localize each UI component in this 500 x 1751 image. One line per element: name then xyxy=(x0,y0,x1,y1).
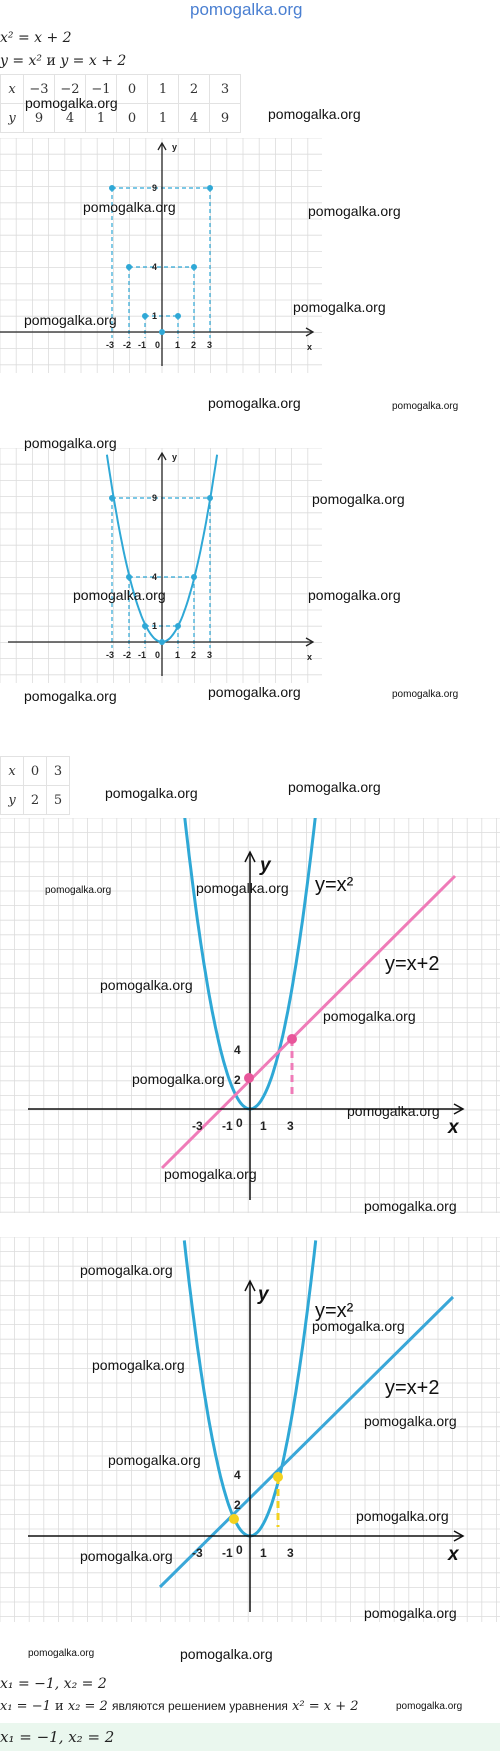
watermark: pomogalka.org xyxy=(288,779,381,795)
table-cell: 2 xyxy=(179,75,210,104)
watermark: pomogalka.org xyxy=(312,491,405,507)
y-tick: 9 xyxy=(152,493,158,503)
watermark: pomogalka.org xyxy=(24,312,117,328)
watermark: pomogalka.org xyxy=(268,106,361,122)
equation-and: и xyxy=(46,53,56,69)
watermark: pomogalka.org xyxy=(308,203,401,219)
x-axis-label: x xyxy=(448,1117,459,1138)
x-tick: -3 xyxy=(106,650,115,660)
site-logo[interactable]: pomogalka.org xyxy=(190,0,303,19)
answer-text: x₁ = −1, x₂ = 2 xyxy=(0,1728,115,1746)
y-axis-label: y xyxy=(172,452,178,462)
table-cell: 2 xyxy=(24,786,47,815)
watermark: pomogalka.org xyxy=(92,1357,185,1373)
x-tick: -1 xyxy=(138,650,147,660)
table-header-y: y xyxy=(1,786,24,815)
x-tick: 3 xyxy=(207,340,213,350)
y-axis-label: y xyxy=(258,1284,269,1305)
watermark: pomogalka.org xyxy=(347,1103,440,1119)
graph-solution xyxy=(0,1237,500,1622)
table-cell: −3 xyxy=(24,75,55,104)
x-tick: -3 xyxy=(192,1546,203,1560)
watermark: pomogalka.org xyxy=(208,395,301,411)
y-tick: 2 xyxy=(234,1498,241,1512)
watermark: pomogalka.org xyxy=(323,1008,416,1024)
x-tick: -3 xyxy=(192,1119,203,1133)
x-tick: 0 xyxy=(155,340,161,350)
parabola-label: y=x² xyxy=(315,874,354,896)
table-cell: 4 xyxy=(55,104,86,133)
x-tick: -1 xyxy=(222,1119,233,1133)
watermark: pomogalka.org xyxy=(28,1648,95,1659)
watermark: pomogalka.org xyxy=(364,1605,457,1621)
graph-parabola xyxy=(0,448,330,683)
y-tick: 1 xyxy=(152,311,158,321)
x-tick: 3 xyxy=(287,1546,294,1560)
table-cell: −2 xyxy=(55,75,86,104)
x-axis-label: x xyxy=(307,652,313,662)
line-label: y=x+2 xyxy=(385,1377,440,1399)
watermark: pomogalka.org xyxy=(80,1548,173,1564)
watermark: pomogalka.org xyxy=(24,435,117,451)
watermark: pomogalka.org xyxy=(293,299,386,315)
x-tick: -1 xyxy=(222,1546,233,1560)
conclusion-and: и xyxy=(55,1699,64,1714)
y-tick: 4 xyxy=(234,1043,241,1057)
table-cell: 1 xyxy=(86,104,117,133)
table-header-x: x xyxy=(1,75,24,104)
table-header-y: y xyxy=(1,104,24,133)
watermark: pomogalka.org xyxy=(105,785,198,801)
table-cell: 9 xyxy=(210,104,241,133)
y-tick: 1 xyxy=(152,621,158,631)
watermark: pomogalka.org xyxy=(164,1166,257,1182)
watermark: pomogalka.org xyxy=(108,1452,201,1468)
watermark: pomogalka.org xyxy=(396,1701,463,1712)
x-tick: 1 xyxy=(175,650,181,660)
x-tick: 0 xyxy=(236,1543,243,1557)
watermark: pomogalka.org xyxy=(180,1646,273,1662)
table-cell: 9 xyxy=(24,104,55,133)
watermark: pomogalka.org xyxy=(312,1318,405,1334)
graph-parabola-and-line xyxy=(0,818,500,1213)
watermark: pomogalka.org xyxy=(308,587,401,603)
table-cell: 1 xyxy=(148,104,179,133)
table-cell: −1 xyxy=(86,75,117,104)
equation-system xyxy=(0,53,126,69)
x-tick: 0 xyxy=(236,1116,243,1130)
table-cell: 0 xyxy=(117,104,148,133)
y-tick: 2 xyxy=(234,1073,241,1087)
watermark: pomogalka.org xyxy=(80,1262,173,1278)
watermark: pomogalka.org xyxy=(392,401,459,412)
x-tick: 2 xyxy=(191,340,197,350)
table-row-y xyxy=(1,786,70,815)
y-tick: 9 xyxy=(152,183,158,193)
watermark: pomogalka.org xyxy=(24,688,117,704)
x-tick: 1 xyxy=(175,340,181,350)
x-tick: 1 xyxy=(260,1546,267,1560)
root-1: x₁ = −1 xyxy=(0,1699,51,1714)
watermark: pomogalka.org xyxy=(73,587,166,603)
conclusion-text: являются решением уравнения xyxy=(111,1699,288,1713)
conclusion-equation: x² = x + 2 xyxy=(292,1699,359,1714)
x-tick: -3 xyxy=(106,340,115,350)
watermark: pomogalka.org xyxy=(100,977,193,993)
x-axis-label: x xyxy=(448,1544,459,1565)
roots-line: x₁ = −1, x₂ = 2 xyxy=(0,1676,107,1692)
equation-main: x² = x + 2 xyxy=(0,30,72,46)
root-2: x₂ = 2 xyxy=(67,1699,108,1714)
table-cell: 4 xyxy=(179,104,210,133)
x-tick: -1 xyxy=(138,340,147,350)
x-tick: -2 xyxy=(123,650,132,660)
y-tick: 4 xyxy=(234,1468,241,1482)
table-cell: 0 xyxy=(24,757,47,786)
table-cell: 3 xyxy=(47,757,70,786)
table-cell: 3 xyxy=(210,75,241,104)
y-tick: 4 xyxy=(152,572,158,582)
x-tick: 3 xyxy=(287,1119,294,1133)
watermark: pomogalka.org xyxy=(83,199,176,215)
line-label: y=x+2 xyxy=(385,953,440,975)
watermark: pomogalka.org xyxy=(208,684,301,700)
x-tick: -2 xyxy=(123,340,132,350)
watermark: pomogalka.org xyxy=(25,95,118,111)
equation-parabola: y = x² xyxy=(0,53,43,69)
watermark: pomogalka.org xyxy=(356,1508,449,1524)
x-tick: 0 xyxy=(155,650,161,660)
table-cell: 0 xyxy=(117,75,148,104)
watermark: pomogalka.org xyxy=(45,885,112,896)
x-tick: 2 xyxy=(191,650,197,660)
x-tick: 3 xyxy=(207,650,213,660)
table-cell: 5 xyxy=(47,786,70,815)
conclusion-line xyxy=(0,1699,359,1714)
graph-points xyxy=(0,138,330,373)
values-table-line xyxy=(0,756,70,815)
table-header-x: x xyxy=(1,757,24,786)
equation-line: y = x + 2 xyxy=(60,53,127,69)
watermark: pomogalka.org xyxy=(392,689,459,700)
y-axis-label: y xyxy=(260,855,271,876)
x-tick: 1 xyxy=(260,1119,267,1133)
watermark: pomogalka.org xyxy=(364,1413,457,1429)
y-tick: 4 xyxy=(152,262,158,272)
watermark: pomogalka.org xyxy=(196,880,289,896)
answer-box xyxy=(0,1723,500,1751)
parabola-label: y=x² xyxy=(315,1300,354,1322)
watermark: pomogalka.org xyxy=(364,1198,457,1214)
watermark: pomogalka.org xyxy=(132,1071,225,1087)
table-row-x xyxy=(1,757,70,786)
table-cell: 1 xyxy=(148,75,179,104)
y-axis-label: y xyxy=(172,142,178,152)
x-axis-label: x xyxy=(307,342,313,352)
